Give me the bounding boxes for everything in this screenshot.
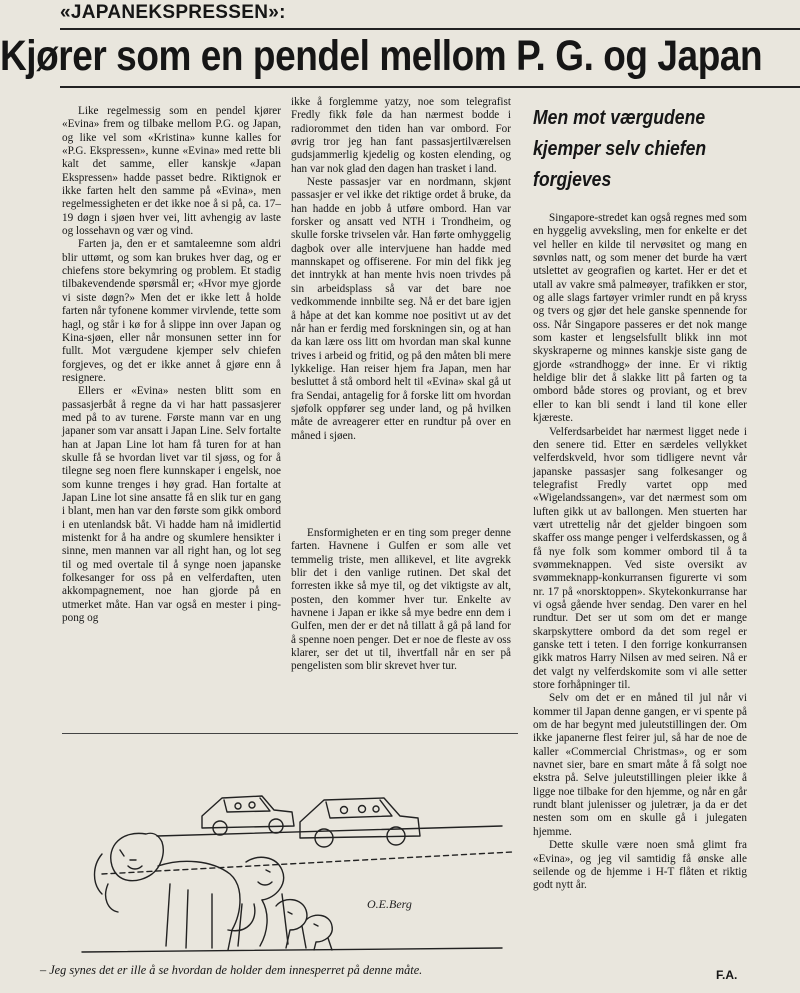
text-column-2b bbox=[291, 527, 511, 674]
text-column-2 bbox=[291, 96, 511, 443]
car-right bbox=[300, 798, 420, 847]
article-kicker: «JAPANEKSPRESSEN»: bbox=[60, 2, 286, 23]
cartoon-illustration bbox=[62, 733, 518, 962]
ground-line bbox=[82, 948, 502, 952]
article-headline: Kjører som en pendel mellom P. G. og Japan bbox=[0, 32, 763, 80]
paragraph: Like regelmessig som en pendel kjører «Evina» frem og tilbake mellom P.G. og Japan, og like vel som «Kristina» kunne kalles for «P.G. Ekspressen», kunne «Evina» med rette bli kalt det samme, eller kanskje «Japan Ekspressen» hadde passet bedre. Riktignok er ikke farten helt den samme på «Evina», men regelmessigheten er det ikke noe å si på, ca. 17–19 døgn i sjøen hver vei, litt avhengig av laste og lossehavn og vær og vind. bbox=[62, 105, 281, 238]
article-deck: Men mot værgudene kjemper selv chiefen forgjeves bbox=[533, 107, 707, 191]
paragraph: Ellers er «Evina» nesten blitt som en passasjerbåt å regne da vi har hatt passasjerer med på to av turene. Første mann var en ung japaner som var ansatt i Japan Line. Selv fortalte han at Japan Line lot ham få turen for at han skulle få se hvordan livet var til sjøss, og for å tilegne seg noen flere kunnskaper i engelsk, noe som kunne trenges i høy grad. Han fortalte at Japan Line lot sine ansatte få en slik tur en gang i blant, men han var den første som gikk ombord i en utenlandsk båt. Vi hadde ham nå imidlertid mistenkt for å ha andre og skumlere hensikter i sinne, men mannen var all right han, og lot seg til og med overtale til å synge noen japanske folkesanger for oss på en velferdaften, uten akkompagnement, noe han gjorde på en utmerket måte. Han var også en mester i ping-pong og bbox=[62, 385, 281, 625]
cartoon-drawing bbox=[62, 734, 518, 962]
car-left bbox=[202, 796, 294, 835]
text-column-1 bbox=[62, 105, 281, 625]
paragraph: Farten ja, den er et samtaleemne som aldri blir uttømt, og som kan brukes hver dag, og er chiefens store bekymring og problem. Et stadig tilbakevendende spørsmål er; «Hvor mye gjorde vi siste døgn?» Men det er ikke lett å holde farten når tyfonene kommer virvlende, tette som hagl, og står i kø for å slippe inn over Japan og Kina-sjøen, eller når monsunen setter inn for fullt. Mot værgudene kjemper selv chiefen forgjeves, og det er ikke annet å gjøre enn å resignere. bbox=[62, 238, 281, 384]
lion bbox=[95, 833, 255, 950]
paragraph: Ensformigheten er en ting som preger denne farten. Havnene i Gulfen er som alle vet temmelig triste, men allikevel, et lite avgrekk blir det i den vanlige rutinen. Det skal det forresten ikke så mye til, og det viktigste av alt, posten, den kommer hver tur. Enkelte av havnene i Japan er ikke så mye bedre enn dem i Gulfen, men der er det nå tillatt å gå på land for å spenne noen penger. Det er noe de fleste av oss klarer, ser det ut til, ihvertfall når en ser på pengelisten som blir skrevet hver tur. bbox=[291, 527, 511, 673]
lion-cubs bbox=[276, 900, 332, 950]
cartoon-caption: – Jeg synes det er ille å se hvordan de holder dem innesperret på denne måte. bbox=[40, 963, 423, 977]
text-column-3 bbox=[533, 212, 747, 893]
paragraph: Dette skulle være noen små glimt fra «Evina», og jeg vil samtidig få ønske alle seilende og de hjemme i H-T flåten et riktig godt nytt år. bbox=[533, 839, 747, 892]
headline-rule bbox=[60, 86, 800, 88]
paragraph: Neste passasjer var en nordmann, skjønt passasjer er vel ikke det riktige ordet å bruke, da han hadde en jobb å utføre ombord. Han var forsker og ansatt ved NTH i Trondheim, og skulle forske trivselen vår. Han førte omhyggelig dagbok over alle intervjuene han hadde med mannskapet og offiserene. For min del fikk jeg det inntrykk at han mente hvis noen trivdes på sin arbeidsplass så var det bare noe vedkommende innbilte seg. Nå er det bare igjen å håpe at det kan komme noe positivt ut av det når han er ferdig med forskningen sin, og at han da kan lære oss litt om hvordan man skal kunne trives i arbeid og fritid, og på den måten bli mere lykkelige. Han reiser hjem fra Japan, men har besluttet å stå ombord helt til «Evina» skal gå ut fra Sendai, antagelig for å forske litt om hvordan sjøfolk oppfører seg under land, og på hvilken måte de avreagerer etter en rundtur på over en måned i sjøen. bbox=[291, 176, 511, 442]
artist-signature: O.E.Berg bbox=[367, 897, 412, 911]
author-signature: F.A. bbox=[716, 968, 738, 982]
paragraph: Singapore-stredet kan også regnes med som en hyggelig avveksling, men for enkelte er det vel heller en kilde til nervøsitet og mang en søvnløs natt, og som mener det burde ha vært utslettet av geografien og kartet. Her er det et utall av vakre små palmeøyer, trafikken er stor, og alle slags fartøyer vrimler rundt en på kryss og tvers og gjør det hele ganske spennende for oss. Når Singapore passeres er det nok mange som kaster et lengselsfullt blikk inn mot skyskraperne og minnes kanskje siste gang de gjorde «strandhogg» der inne. Er vi riktig heldige blir det å slakke litt på farten og ta ombord både stores og proviant, og et brev eller to kan bli sendt i land til kone eller kjæreste. bbox=[533, 212, 747, 425]
paragraph: ikke å forglemme yatzy, noe som telegrafist Fredly fikk føle da han nærmest bodde i radiorommet den tiden han var ombord. For øvrig tror jeg han fant passasjertilværelsen gudsjammerlig kjedelig og kosten elending, og han var nok glad den dagen han trasket i land. bbox=[291, 96, 511, 175]
paragraph: Selv om det er en måned til jul når vi kommer til Japan denne gangen, er vi spente på om de har begynt med juleutstillingen der. Om ikke japanerne flest feirer jul, så har de noe de kaller «Commercial Christmas», og er som navnet sier, bare en smart måte å få solgt noe ekstra på. Selve juleutstillingen pleier ikke å ligge noe tilbake for den hjemme, og når en går rundt blant julenisser og juletrær, ja da er det nesten som om en skulle gå i julegaten hjemme. bbox=[533, 692, 747, 838]
paragraph: Velferdsarbeidet har nærmest ligget nede i den senere tid. Etter en særdeles vellykket velferdskveld, hvor som tidligere nevnt vår japanske passasjer sang folkesanger og telegrafist Fredly vartet opp med «Wigelandssangen», var det nærmest som om luften gikk ut av ballongen. Men stuerten har vært utrettelig når det gjelder bingoen som skaffer oss mange penger i velferdskassen, og å få nye folk som kommer ombord til å ta svømmeknappen. Ved siste oversikt av svømmeknapp-konkurransen figurerte vi som nr. 17 på «norsktoppen». Skytekonkurranse har vi også gående hver sendag. Den varer en hel rundtur. Det ser ut som om det er mange skarpskyttere ombord da det som regel er ganske tett i teten. I den forrige konkurransen gikk matros Harry Nilsen av med seiren. Nå er det valgt ny velferdskomite som vi alle setter store forhåpninger til. bbox=[533, 425, 747, 692]
